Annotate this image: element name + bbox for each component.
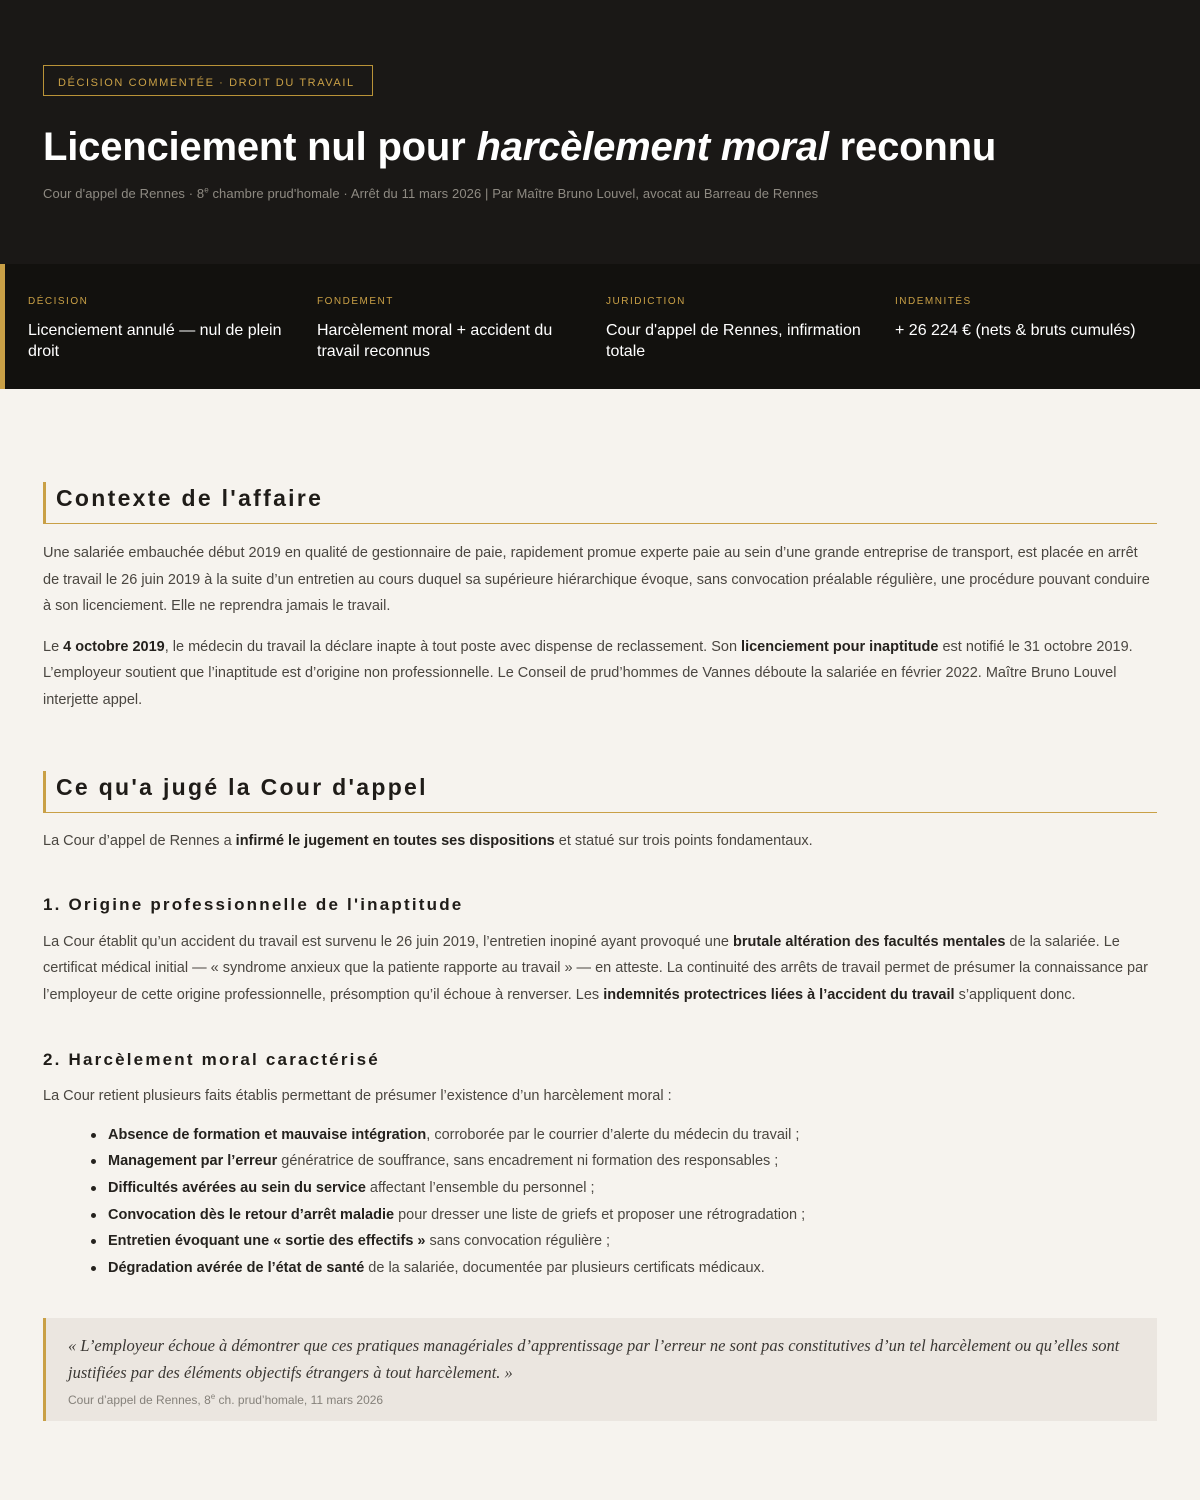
list-item-bold: Entretien évoquant une « sortie des effectifs » bbox=[108, 1233, 426, 1250]
court-quote bbox=[43, 1318, 1157, 1421]
fact-decision bbox=[28, 264, 317, 389]
fact-value: Harcèlement moral + accident du travail reconnus bbox=[317, 322, 553, 360]
list-item-bold: Difficultés avérées au sein du service bbox=[108, 1179, 366, 1196]
bullet-icon bbox=[91, 1159, 96, 1164]
harassment-facts-list bbox=[43, 1122, 1157, 1282]
bullet-icon bbox=[91, 1239, 96, 1244]
category-kicker: DÉCISION COMMENTÉE · DROIT DU TRAVAIL bbox=[43, 65, 373, 96]
fact-value: Licenciement annulé — nul de plein droit bbox=[28, 322, 282, 360]
citation-court: Cour d’appel de Rennes, 8 bbox=[68, 1392, 211, 1407]
context-paragraph-1: Une salariée embauchée début 2019 en qualité de gestionnaire de paie, rapidement promue experte paie au sein d’une grande entreprise de transport, est placée en arrêt de travail le 26 juin 2019 à la suite d’un entretien au cours duquel sa supérieure hiérarchique évoque, sans convocation préalable régulière, une procédure pouvant conduire à son licenciement. Elle ne reprendra jamais le travail. bbox=[43, 545, 1150, 614]
list-item-bold: Management par l’erreur bbox=[108, 1153, 278, 1170]
fact-label: INDEMNITÉS bbox=[895, 296, 972, 307]
byline-details: chambre prud'homale · Arrêt du 11 mars 2026 | Par Maître Bruno Louvel, avocat au Barreau de Rennes bbox=[208, 186, 819, 201]
list-item-bold: Convocation dès le retour d’arrêt maladie bbox=[108, 1206, 395, 1223]
article-content bbox=[0, 389, 1200, 1421]
bullet-icon bbox=[91, 1186, 96, 1191]
fact-damages bbox=[895, 264, 1184, 389]
fact-jurisdiction bbox=[606, 264, 895, 389]
text-run: est notifié le 31 octobre 2019. L’employeur soutient que l’inaptitude est d’origine non professionnelle. Le Conseil de prud’hommes de Vannes déboute la salariée en février 2022. Maître Bruno Louvel interjette appel. bbox=[43, 638, 1133, 708]
point-1-paragraph bbox=[43, 929, 1157, 1009]
quote-text: « L’employeur échoue à démontrer que ces pratiques managériales d’apprentissage par l’erreur ne sont pas constitutives d’un tel harcèlement ou qu’elles sont justifiées par des éléments objectifs étrangers à tout harcèlement. » bbox=[68, 1335, 1120, 1382]
list-item bbox=[91, 1202, 1157, 1229]
text-run: La Cour établit qu’un accident du travail est survenu le 26 juin 2019, l’entretien inopiné ayant provoqué une bbox=[43, 933, 734, 950]
context-paragraph-2 bbox=[43, 634, 1157, 714]
text-run: La Cour d’appel de Rennes a bbox=[43, 833, 236, 849]
list-item-text: génératrice de souffrance, sans encadrement ni formation des responsables ; bbox=[277, 1153, 779, 1170]
hero-header bbox=[0, 0, 1200, 264]
byline-court: Cour d'appel de Rennes · 8 bbox=[43, 186, 205, 201]
title-part-2: reconnu bbox=[828, 125, 997, 169]
list-item-text: sans convocation régulière ; bbox=[425, 1233, 611, 1250]
page-title bbox=[43, 124, 1157, 170]
citation-details: ch. prud’homale, 11 mars 2026 bbox=[215, 1392, 384, 1407]
title-emphasis: harcèlement moral bbox=[476, 125, 829, 169]
list-item-text: pour dresser une liste de griefs et proposer une rétrogradation ; bbox=[394, 1206, 806, 1223]
emphasis-date: 4 octobre 2019 bbox=[63, 638, 165, 655]
list-item-text: affectant l’ensemble du personnel ; bbox=[365, 1179, 595, 1196]
fact-label: JURIDICTION bbox=[606, 296, 686, 307]
list-item-text: , corroborée par le courrier d’alerte du médecin du travail ; bbox=[426, 1126, 800, 1143]
emphasis-dismissal: licenciement pour inaptitude bbox=[741, 638, 939, 655]
fact-label: DÉCISION bbox=[28, 296, 89, 307]
key-facts-bar bbox=[0, 264, 1200, 389]
byline bbox=[43, 186, 1157, 201]
text-run: , le médecin du travail la déclare inapte à tout poste avec dispense de reclassement. Son bbox=[164, 638, 742, 655]
bullet-icon bbox=[91, 1213, 96, 1218]
bullet-icon bbox=[91, 1266, 96, 1271]
list-item-bold: Dégradation avérée de l’état de santé bbox=[108, 1260, 365, 1277]
emphasis-overturned: infirmé le jugement en toutes ses dispositions bbox=[235, 833, 555, 849]
list-item bbox=[91, 1122, 1157, 1149]
title-part-1: Licenciement nul pour bbox=[43, 125, 477, 169]
list-item-text: de la salariée, documentée par plusieurs certificats médicaux. bbox=[364, 1260, 765, 1277]
fact-value: + 26 224 € (nets & bruts cumulés) bbox=[895, 322, 1136, 339]
bullet-icon bbox=[91, 1133, 96, 1138]
fact-label: FONDEMENT bbox=[317, 296, 394, 307]
fact-value: Cour d'appel de Rennes, infirmation totale bbox=[606, 322, 861, 360]
citation-superscript: e bbox=[210, 1391, 216, 1401]
emphasis-indemnities: indemnités protectrices liées à l’accident du travail bbox=[603, 986, 955, 1003]
section-heading-context: Contexte de l'affaire bbox=[43, 482, 1157, 524]
quote-citation bbox=[68, 1393, 1135, 1407]
text-run: s’appliquent donc. bbox=[954, 986, 1076, 1003]
text-run: Le bbox=[43, 638, 64, 655]
text-run: de la salariée. Le certificat médical initial — « syndrome anxieux que la patiente rapporte au travail » — en atteste. La continuité des arrêts de travail permet de présumer la connaissance par l’employeur de cette origine professionnelle, présomption qu’il échoue à renverser. Les bbox=[43, 933, 1149, 1003]
subheading-point-1: 1. Origine professionnelle de l'inaptitude bbox=[43, 894, 464, 914]
list-item bbox=[91, 1255, 1157, 1282]
text-run: et statué sur trois points fondamentaux. bbox=[554, 833, 813, 849]
subheading-point-2: 2. Harcèlement moral caractérisé bbox=[43, 1050, 380, 1069]
fact-basis bbox=[317, 264, 606, 389]
list-item bbox=[91, 1175, 1157, 1202]
list-item-bold: Absence de formation et mauvaise intégration bbox=[108, 1126, 427, 1143]
list-item bbox=[91, 1228, 1157, 1255]
list-item bbox=[91, 1148, 1157, 1175]
judgment-intro bbox=[43, 828, 1157, 855]
byline-superscript: e bbox=[204, 185, 209, 195]
section-heading-judgment: Ce qu'a jugé la Cour d'appel bbox=[43, 771, 1157, 813]
emphasis-mental: brutale altération des facultés mentales bbox=[733, 933, 1006, 950]
point-2-intro: La Cour retient plusieurs faits établis permettant de présumer l’existence d’un harcèlement moral : bbox=[43, 1088, 672, 1104]
